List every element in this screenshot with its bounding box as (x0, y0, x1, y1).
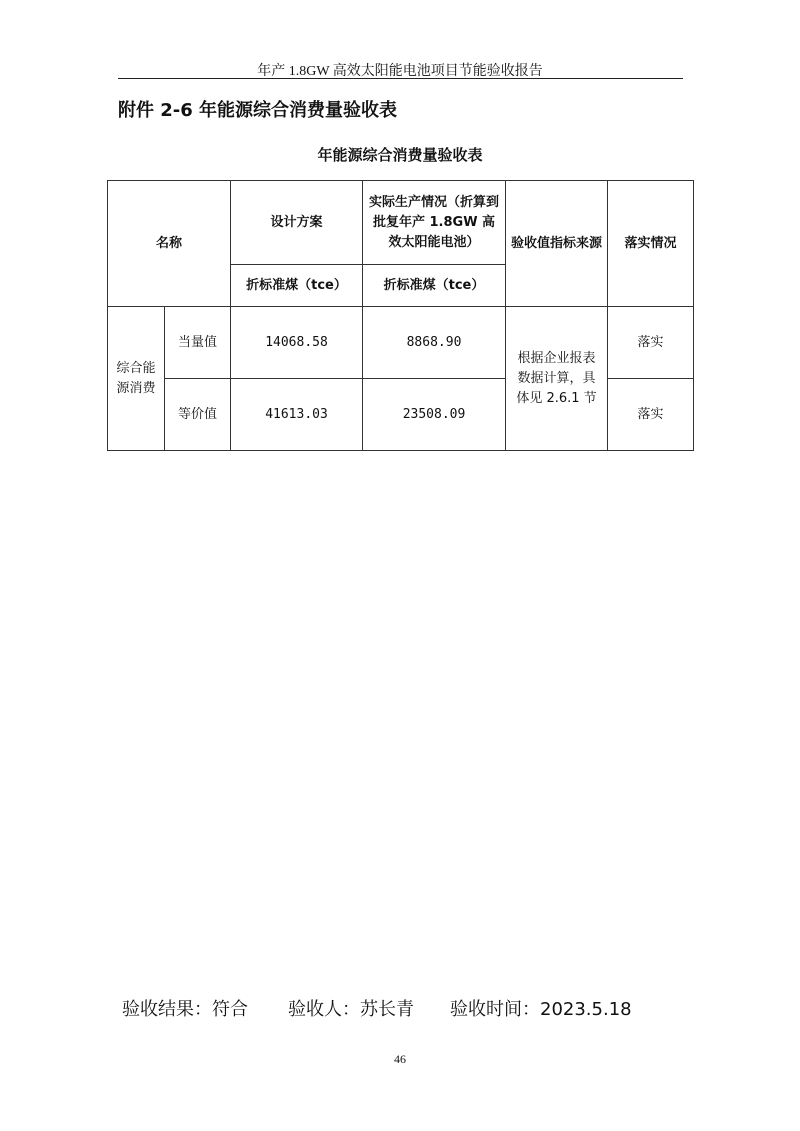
header-value-source: 验收值指标来源 (506, 181, 608, 307)
header-implementation-status: 落实情况 (608, 181, 694, 307)
unit-actual: 折标准煤（tce） (363, 265, 506, 307)
design-value: 14068.58 (231, 307, 363, 379)
status-value: 落实 (608, 307, 694, 379)
group-label: 综合能源消费 (108, 307, 165, 451)
acceptance-footer (122, 995, 632, 1021)
status-value: 落实 (608, 379, 694, 451)
running-header: 年产 1.8GW 高效太阳能电池项目节能验收报告 (257, 64, 543, 79)
header-divider (118, 78, 683, 79)
inspector-name: 验收人：苏长青 (288, 999, 414, 1020)
table-title: 年能源综合消费量验收表 (317, 146, 483, 164)
row-label: 等价值 (165, 379, 231, 451)
row-label: 当量值 (165, 307, 231, 379)
appendix-title: 附件 2-6 年能源综合消费量验收表 (118, 100, 398, 121)
page-number: 46 (394, 1052, 406, 1066)
header-name: 名称 (108, 181, 231, 307)
header-actual-production: 实际生产情况（折算到批复年产 1.8GW 高效太阳能电池） (363, 181, 506, 265)
energy-consumption-table (107, 180, 694, 451)
acceptance-result: 验收结果：符合 (122, 999, 248, 1020)
source-note: 根据企业报表数据计算，具体见 2.6.1 节 (506, 307, 608, 451)
acceptance-date: 验收时间：2023.5.18 (450, 999, 632, 1020)
unit-design: 折标准煤（tce） (231, 265, 363, 307)
table-row (108, 307, 694, 379)
design-value: 41613.03 (231, 379, 363, 451)
actual-value: 23508.09 (363, 379, 506, 451)
actual-value: 8868.90 (363, 307, 506, 379)
header-design-plan: 设计方案 (231, 181, 363, 265)
